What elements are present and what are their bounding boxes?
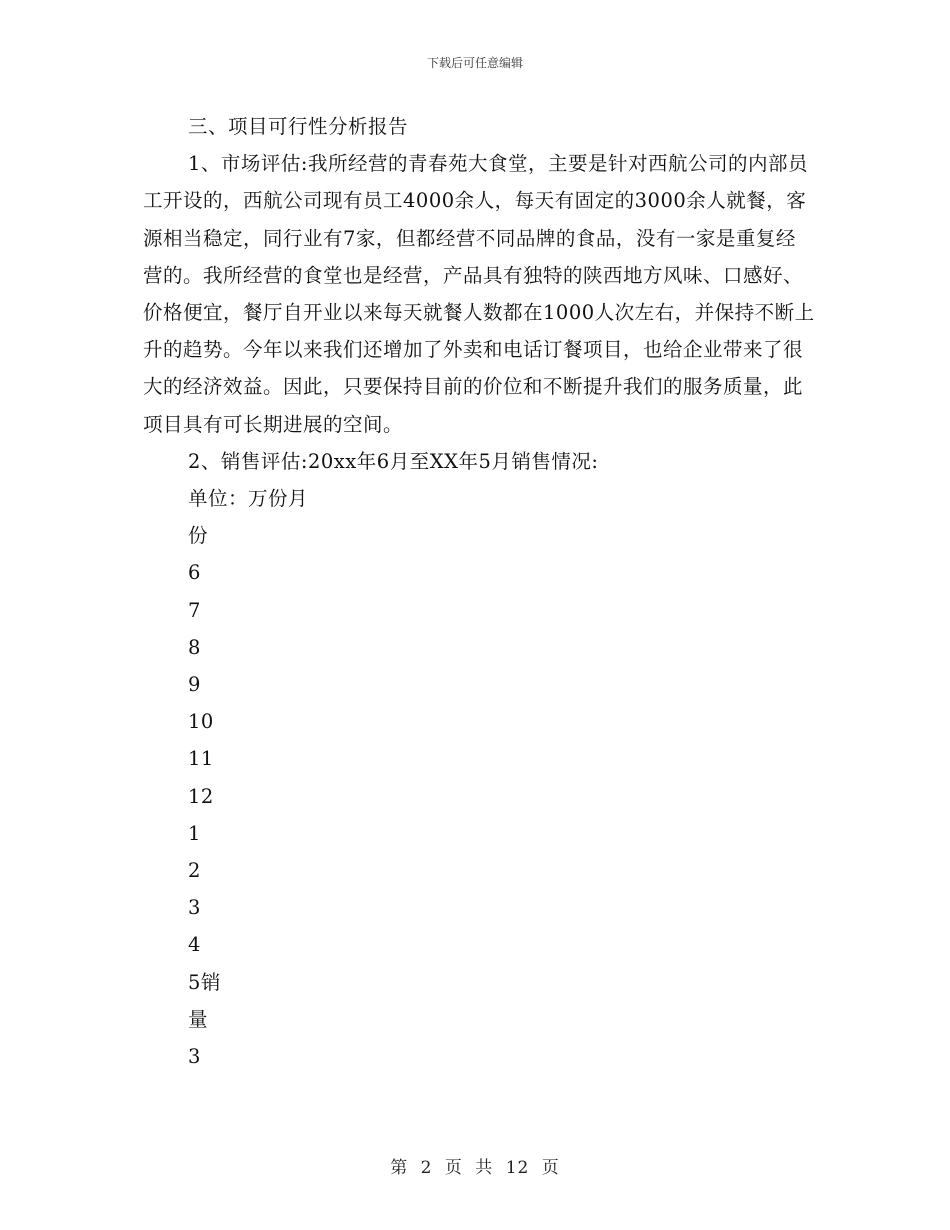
sales-table-line: 1 [188,821,201,845]
sales-table-line: 量 [188,1007,209,1031]
sales-table-line: 8 [188,635,201,659]
market-assessment-paragraph: 1、市场评估:我所经营的青春苑大食堂，主要是针对西航公司的内部员工开设的，西航公司现有员工4000余人，每天有固定的3000余人就餐，客源相当稳定，同行业有7家，但都经营不同品牌的食品，没有一家是重复经营的。我所经营的食堂也是经营，产品具有独特的陕西地方风味、口感好、价格便宜，餐厅自开业以来每天就餐人数都在1000人次左右，并保持不断上升的趋势。今年以来我们还增加了外卖和电话订餐项目，也给企业带来了很大的经济效益。因此，只要保持目前的价位和不断提升我们的服务质量，此项目具有可长期进展的空间。 [143,152,815,436]
sales-assessment-heading: 2、销售评估:20xx年6月至XX年5月销售情况: [188,449,599,473]
sales-table-line: 5销 [188,970,221,994]
sales-table-line: 4 [188,933,201,957]
sales-table-line: 份 [188,524,209,548]
sales-table-line: 2 [188,859,201,883]
sales-table-line: 12 [188,784,214,808]
page-footer: 第 2 页 共 12 页 [390,1158,560,1178]
sales-table-line: 3 [188,1045,201,1069]
section-title: 三、项目可行性分析报告 [188,115,409,138]
sales-table-line: 9 [188,673,201,697]
sales-table-line: 3 [188,896,201,920]
sales-table-line: 6 [188,561,201,585]
sales-table-line: 10 [188,710,214,734]
sales-table-line: 11 [188,747,214,771]
sales-table-line: 单位：万份月 [188,487,309,511]
sales-table-line: 7 [188,598,201,622]
page-header: 下载后可任意编辑 [426,56,523,70]
document-body [143,108,815,1075]
